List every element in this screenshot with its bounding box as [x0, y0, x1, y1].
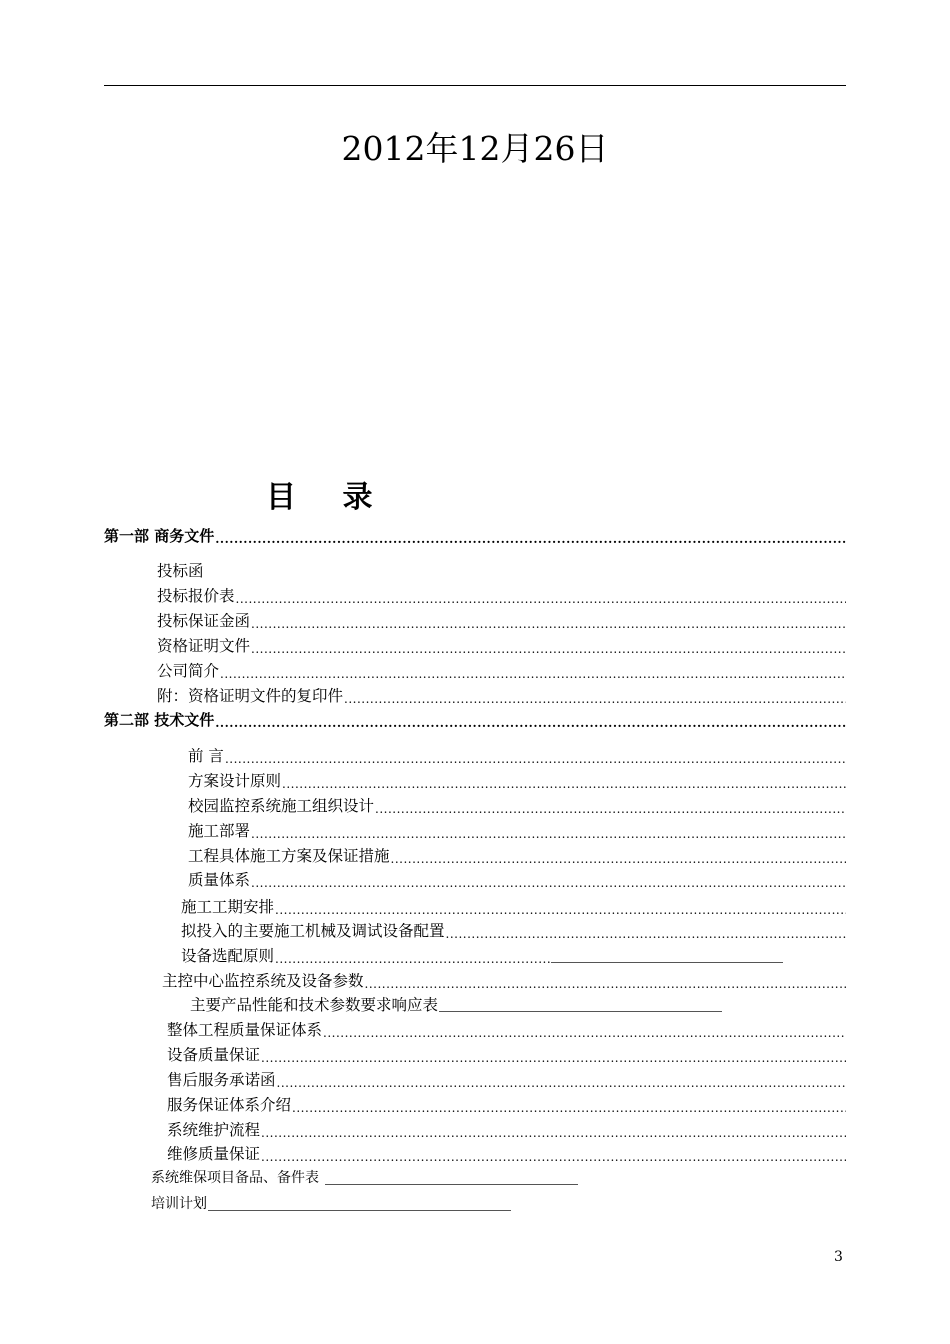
toc-leader	[439, 1010, 722, 1012]
toc-item[interactable]	[167, 1095, 846, 1115]
toc-item[interactable]	[162, 971, 846, 991]
toc-item[interactable]	[151, 1194, 511, 1214]
toc-item-label: 服务保证体系介绍	[167, 1096, 292, 1114]
toc-item[interactable]	[157, 636, 846, 656]
toc-item[interactable]	[188, 746, 846, 766]
toc-item[interactable]	[157, 611, 846, 631]
toc-item[interactable]	[167, 1120, 846, 1140]
toc-item-label: 附：资格证明文件的复印件	[157, 687, 344, 705]
toc-item-label: 投标函	[157, 562, 204, 580]
toc-leader	[365, 977, 846, 991]
toc-leader	[325, 1183, 578, 1185]
toc-leader	[391, 852, 846, 866]
toc-leader-line	[551, 961, 783, 963]
toc-part2[interactable]	[104, 710, 846, 730]
toc-leader-dots	[275, 952, 551, 966]
toc-item[interactable]	[188, 846, 846, 866]
toc-item[interactable]	[151, 1168, 578, 1188]
toc-leader	[261, 1150, 846, 1164]
toc-item[interactable]	[190, 995, 722, 1015]
toc-leader	[261, 1051, 846, 1065]
toc-item-label: 资格证明文件	[157, 637, 251, 655]
toc-item[interactable]	[167, 1045, 846, 1065]
toc-leader	[236, 592, 846, 606]
document-date: 2012年12月26日	[341, 129, 609, 168]
toc-item[interactable]	[181, 897, 846, 917]
toc-item[interactable]	[167, 1144, 846, 1164]
toc-leader	[225, 752, 846, 766]
toc-part1[interactable]	[104, 526, 846, 546]
toc-title: 目 录	[266, 480, 391, 515]
toc-item[interactable]	[167, 1070, 846, 1090]
toc-leader	[251, 876, 846, 890]
toc-item-label: 系统维保项目备品、备件表	[151, 1170, 319, 1186]
toc-item-label: 公司简介	[157, 662, 220, 680]
toc-item-label: 拟投入的主要施工机械及调试设备配置	[181, 922, 445, 940]
toc-item-label: 系统维护流程	[167, 1121, 261, 1139]
toc-item-label: 投标报价表	[157, 587, 235, 605]
toc-leader	[220, 667, 846, 681]
toc-item[interactable]	[188, 796, 846, 816]
toc-item[interactable]	[188, 821, 846, 841]
toc-item-label: 维修质量保证	[167, 1145, 261, 1163]
toc-item-label: 施工部署	[188, 822, 251, 840]
toc-leader	[446, 927, 846, 941]
toc-leader	[215, 532, 846, 546]
toc-item-label: 工程具体施工方案及保证措施	[188, 847, 390, 865]
toc-item[interactable]	[167, 1020, 846, 1040]
toc-item-label: 投标保证金函	[157, 612, 251, 630]
toc-item-label: 方案设计原则	[188, 772, 282, 790]
toc-leader	[275, 952, 803, 966]
toc-item-label: 设备质量保证	[167, 1046, 261, 1064]
toc-leader	[208, 1209, 511, 1211]
toc-part2-label: 第二部 技术文件	[104, 711, 215, 729]
toc-item[interactable]	[157, 686, 846, 706]
toc-leader	[215, 716, 846, 730]
toc-item-label: 整体工程质量保证体系	[167, 1021, 323, 1039]
page-number: 3	[834, 1249, 843, 1265]
toc-item-label: 前 言	[188, 747, 224, 765]
toc-item[interactable]	[181, 921, 846, 941]
toc-item-label: 主要产品性能和技术参数要求响应表	[190, 996, 439, 1014]
toc-item[interactable]	[188, 771, 846, 791]
toc-item-label: 施工工期安排	[181, 898, 275, 916]
toc-item[interactable]	[181, 946, 803, 966]
toc-item[interactable]	[157, 586, 846, 606]
toc-item-label: 培训计划	[151, 1196, 207, 1212]
toc-leader	[251, 642, 846, 656]
toc-leader	[277, 1076, 846, 1090]
header-rule	[104, 85, 846, 86]
toc-item-label: 主控中心监控系统及设备参数	[162, 972, 364, 990]
toc-leader	[323, 1026, 846, 1040]
toc-item-label: 售后服务承诺函	[167, 1071, 276, 1089]
toc-leader	[344, 692, 846, 706]
toc-leader	[261, 1126, 846, 1140]
toc-part1-label: 第一部 商务文件	[104, 527, 215, 545]
toc-item-label: 设备选配原则	[181, 947, 275, 965]
toc-leader	[251, 827, 846, 841]
toc-leader	[375, 802, 846, 816]
toc-leader	[282, 777, 846, 791]
toc-leader	[292, 1101, 846, 1115]
toc-item[interactable]	[157, 661, 846, 681]
toc-item-label: 校园监控系统施工组织设计	[188, 797, 375, 815]
toc-leader	[251, 617, 846, 631]
toc-item[interactable]	[188, 870, 846, 890]
toc-item-label: 质量体系	[188, 871, 251, 889]
toc-item[interactable]	[157, 561, 217, 581]
toc-leader	[275, 903, 846, 917]
